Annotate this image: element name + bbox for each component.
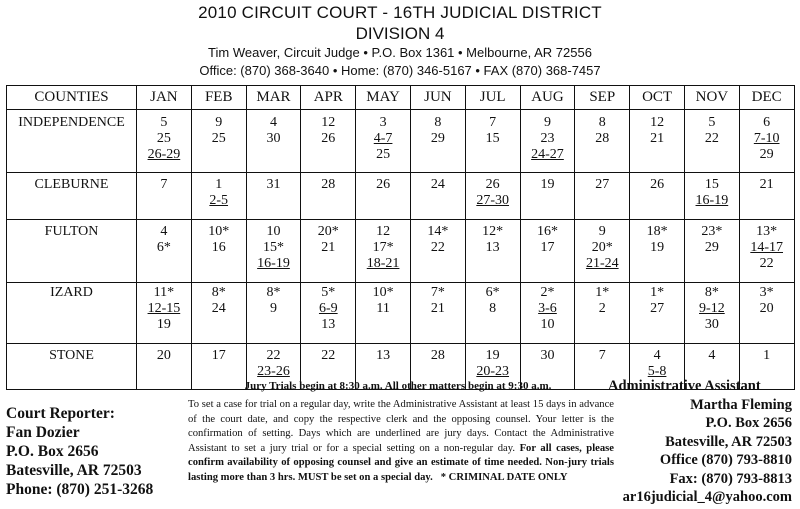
month-column-header: JUL: [465, 86, 520, 110]
court-date: 9: [269, 301, 277, 316]
table-row: [7, 110, 795, 173]
instructions-bold: For all cases, please confirm availability of opposing counsel and give an estimate of time needed. Non-jury trials lasting more than 3 hrs. MUST be set on a special day.: [188, 442, 614, 483]
month-column-header: DEC: [739, 86, 794, 110]
month-column-header: JUN: [410, 86, 465, 110]
month-column-header: SEP: [575, 86, 630, 110]
court-date: 21: [321, 240, 336, 255]
county-name: IZARD: [7, 283, 137, 344]
court-date: 6*: [156, 240, 171, 255]
court-date: 8: [489, 301, 497, 316]
date-cell: [356, 220, 411, 283]
court-date: 24: [211, 301, 226, 316]
admin-assistant-title: Administrative Assistant: [608, 378, 761, 394]
court-date: 7: [160, 177, 168, 192]
trial-times-note: Jury Trials begin at 8:30 a.m. All other matters begin at 9:30 a.m.: [244, 380, 552, 392]
court-date: 22: [759, 256, 774, 271]
jury-date-range: 14-17: [750, 240, 783, 255]
court-date: 20: [759, 301, 774, 316]
court-date: 1*: [595, 285, 610, 300]
county-name: CLEBURNE: [7, 173, 137, 220]
date-cell: [137, 110, 192, 173]
court-date: 19: [485, 348, 500, 363]
division-heading: DIVISION 4: [355, 24, 445, 43]
jury-date-range: 12-15: [147, 301, 181, 316]
court-date: 11: [376, 301, 390, 316]
date-cell: [520, 220, 575, 283]
date-cell: [739, 173, 794, 220]
court-date: 22: [266, 348, 281, 363]
date-cell: [246, 110, 301, 173]
court-date: 13: [376, 348, 391, 363]
court-date: 27: [650, 301, 665, 316]
court-date: 8: [434, 115, 442, 130]
court-date: 3: [379, 115, 387, 130]
document-title: 2010 CIRCUIT COURT - 16TH JUDICIAL DISTRICT: [198, 3, 602, 22]
court-date: 15: [704, 177, 719, 192]
judge-line: Tim Weaver, Circuit Judge • P.O. Box 1361 • Melbourne, AR 72556: [208, 45, 592, 60]
court-date: 22: [321, 348, 336, 363]
court-date: 9: [215, 115, 223, 130]
jury-date-range: 4-7: [373, 131, 393, 146]
court-date: 31: [266, 177, 281, 192]
instructions-block: [188, 398, 614, 486]
jury-date-range: 27-30: [476, 193, 510, 208]
court-reporter-box: P.O. Box 2656: [6, 443, 99, 460]
date-cell: [465, 173, 520, 220]
court-date: 14*: [427, 224, 449, 239]
court-date: 23*: [701, 224, 723, 239]
date-cell: [684, 220, 739, 283]
court-date: 26: [376, 177, 391, 192]
court-reporter-name: Fan Dozier: [6, 424, 80, 441]
date-cell: [630, 110, 685, 173]
court-date: 24: [430, 177, 445, 192]
date-cell: [684, 283, 739, 344]
date-cell: [575, 220, 630, 283]
date-cell: [575, 283, 630, 344]
county-name: INDEPENDENCE: [7, 110, 137, 173]
court-date: 10*: [372, 285, 394, 300]
date-cell: [630, 173, 685, 220]
court-date: 1: [215, 177, 223, 192]
admin-assistant-office: Office (870) 793-8810: [659, 452, 792, 468]
date-cell: [137, 283, 192, 344]
court-date: 28: [595, 131, 610, 146]
jury-date-range: 20-23: [476, 364, 510, 379]
date-cell: [137, 344, 192, 390]
court-date: 21: [650, 131, 665, 146]
court-date: 2*: [540, 285, 555, 300]
court-date: 29: [704, 240, 719, 255]
jury-date-range: 16-19: [257, 256, 290, 271]
court-date: 21: [759, 177, 774, 192]
date-cell: [137, 220, 192, 283]
county-name: FULTON: [7, 220, 137, 283]
date-cell: [246, 173, 301, 220]
table-row: [7, 220, 795, 283]
jury-date-range: 23-26: [257, 364, 290, 379]
date-cell: [410, 110, 465, 173]
court-date: 10: [266, 224, 281, 239]
court-date: 16: [211, 240, 226, 255]
court-date: 30: [704, 317, 719, 332]
date-cell: [630, 283, 685, 344]
date-cell: [191, 110, 246, 173]
admin-assistant-fax: Fax: (870) 793-8813: [669, 470, 792, 487]
court-date: 17: [211, 348, 226, 363]
jury-date-range: 18-21: [366, 256, 400, 271]
date-cell: [301, 220, 356, 283]
jury-date-range: 3-6: [538, 301, 557, 316]
court-date: 7: [598, 348, 606, 363]
date-cell: [301, 173, 356, 220]
court-schedule-table: [6, 85, 795, 390]
court-reporter-phone: Phone: (870) 251-3268: [6, 481, 154, 498]
court-date: 19: [156, 317, 171, 332]
date-cell: [246, 220, 301, 283]
court-date: 2: [598, 301, 606, 316]
court-date: 9: [598, 224, 606, 239]
court-date: 12*: [482, 224, 504, 239]
court-date: 28: [430, 348, 445, 363]
date-cell: [410, 220, 465, 283]
court-date: 28: [321, 177, 336, 192]
date-cell: [356, 173, 411, 220]
date-cell: [356, 283, 411, 344]
date-cell: [246, 283, 301, 344]
court-date: 17: [540, 240, 555, 255]
jury-date-range: 9-12: [699, 301, 725, 316]
court-date: 23: [540, 131, 555, 146]
table-row: [7, 173, 795, 220]
court-date: 8*: [266, 285, 281, 300]
court-date: 8*: [211, 285, 226, 300]
court-date: 6*: [485, 285, 500, 300]
month-column-header: OCT: [630, 86, 685, 110]
date-cell: [465, 110, 520, 173]
court-date: 4: [269, 115, 277, 130]
court-date: 26: [485, 177, 500, 192]
admin-assistant-box: P.O. Box 2656: [705, 415, 792, 431]
court-date: 8: [598, 115, 606, 130]
court-date: 4: [653, 348, 661, 363]
court-reporter-title: Court Reporter:: [6, 405, 115, 422]
court-date: 15: [485, 131, 500, 146]
date-cell: [684, 110, 739, 173]
month-column-header: APR: [301, 86, 356, 110]
counties-column-header: COUNTIES: [7, 86, 137, 110]
month-column-header: NOV: [684, 86, 739, 110]
date-cell: [137, 173, 192, 220]
court-date: 22: [704, 131, 719, 146]
jury-date-range: 16-19: [695, 193, 729, 208]
date-cell: [465, 283, 520, 344]
jury-date-range: 5-8: [647, 364, 667, 379]
date-cell: [191, 220, 246, 283]
court-date: 7: [489, 115, 497, 130]
court-date: 5: [160, 115, 168, 130]
date-cell: [739, 110, 794, 173]
date-cell: [191, 173, 246, 220]
court-reporter-block: [6, 404, 153, 499]
admin-assistant-block: [602, 377, 792, 507]
court-date: 13*: [756, 224, 778, 239]
date-cell: [191, 283, 246, 344]
jury-date-range: 2-5: [209, 193, 229, 208]
jury-date-range: 26-29: [147, 147, 181, 162]
court-date: 16*: [536, 224, 558, 239]
date-cell: [575, 110, 630, 173]
date-cell: [684, 173, 739, 220]
month-column-header: MAY: [356, 86, 411, 110]
court-date: 6: [763, 115, 771, 130]
county-name: STONE: [7, 344, 137, 390]
table-row: [7, 283, 795, 344]
admin-assistant-name: Martha Fleming: [690, 396, 792, 413]
instructions-paragraph: To set a case for trial on a regular day, write the Administrative Assistant at least 15 days in advance of the court date, and copy the respective clerk and the opposing counsel. Your letter is the confirmation of setting. Days which are underlined are jury days. Contact the Administrative Assistant to set a jury trial or for a special setting on a non-regular day.: [188, 399, 614, 454]
court-date: 19: [540, 177, 555, 192]
table-header-row: [7, 86, 795, 110]
jury-date-range: 6-9: [318, 301, 338, 316]
court-date: 29: [759, 147, 774, 162]
court-date: 5*: [321, 285, 336, 300]
court-date: 25: [211, 131, 226, 146]
court-date: 1: [763, 348, 771, 363]
court-date: 25: [376, 147, 391, 162]
month-column-header: FEB: [191, 86, 246, 110]
date-cell: [465, 220, 520, 283]
court-date: 3*: [759, 285, 774, 300]
court-reporter-city: Batesville, AR 72503: [6, 462, 142, 479]
court-date: 25: [156, 131, 171, 146]
court-date: 7*: [430, 285, 445, 300]
court-date: 20*: [317, 224, 339, 239]
month-column-header: AUG: [520, 86, 575, 110]
court-date: 4: [160, 224, 168, 239]
court-date: 12: [376, 224, 391, 239]
court-date: 17*: [372, 240, 394, 255]
date-cell: [301, 110, 356, 173]
date-cell: [520, 173, 575, 220]
month-column-header: MAR: [246, 86, 301, 110]
date-cell: [520, 283, 575, 344]
month-column-header: JAN: [137, 86, 192, 110]
court-date: 12: [321, 115, 336, 130]
date-cell: [410, 283, 465, 344]
court-date: 21: [430, 301, 445, 316]
date-cell: [356, 110, 411, 173]
date-cell: [630, 220, 685, 283]
court-date: 10*: [208, 224, 230, 239]
court-date: 27: [595, 177, 610, 192]
court-date: 18*: [646, 224, 668, 239]
date-cell: [520, 110, 575, 173]
date-cell: [739, 283, 794, 344]
court-date: 30: [540, 348, 555, 363]
phone-line: Office: (870) 368-3640 • Home: (870) 346-5167 • FAX (870) 368-7457: [199, 63, 601, 78]
court-date: 13: [321, 317, 336, 332]
court-date: 5: [708, 115, 716, 130]
court-date: 30: [266, 131, 281, 146]
court-date: 10: [540, 317, 555, 332]
date-cell: [739, 220, 794, 283]
admin-assistant-email[interactable]: ar16judicial_4@yahoo.com: [622, 489, 792, 505]
court-date: 19: [650, 240, 665, 255]
court-date: 15*: [262, 240, 284, 255]
jury-date-range: 7-10: [753, 131, 780, 146]
jury-date-range: 24-27: [531, 147, 564, 162]
court-date: 9: [543, 115, 551, 130]
date-cell: [575, 173, 630, 220]
court-date: 4: [708, 348, 716, 363]
admin-assistant-city: Batesville, AR 72503: [665, 433, 792, 450]
court-date: 20: [156, 348, 171, 363]
court-date: 26: [650, 177, 665, 192]
criminal-date-legend: * CRIMINAL DATE ONLY: [440, 471, 568, 483]
date-cell: [410, 173, 465, 220]
court-date: 11*: [153, 285, 175, 300]
court-date: 22: [430, 240, 445, 255]
court-date: 1*: [650, 285, 665, 300]
court-date: 20*: [591, 240, 613, 255]
jury-date-range: 21-24: [585, 256, 619, 271]
court-date: 26: [321, 131, 336, 146]
court-date: 13: [485, 240, 500, 255]
date-cell: [301, 283, 356, 344]
court-date: 29: [430, 131, 445, 146]
court-date: 8*: [704, 285, 719, 300]
court-date: 12: [650, 115, 665, 130]
